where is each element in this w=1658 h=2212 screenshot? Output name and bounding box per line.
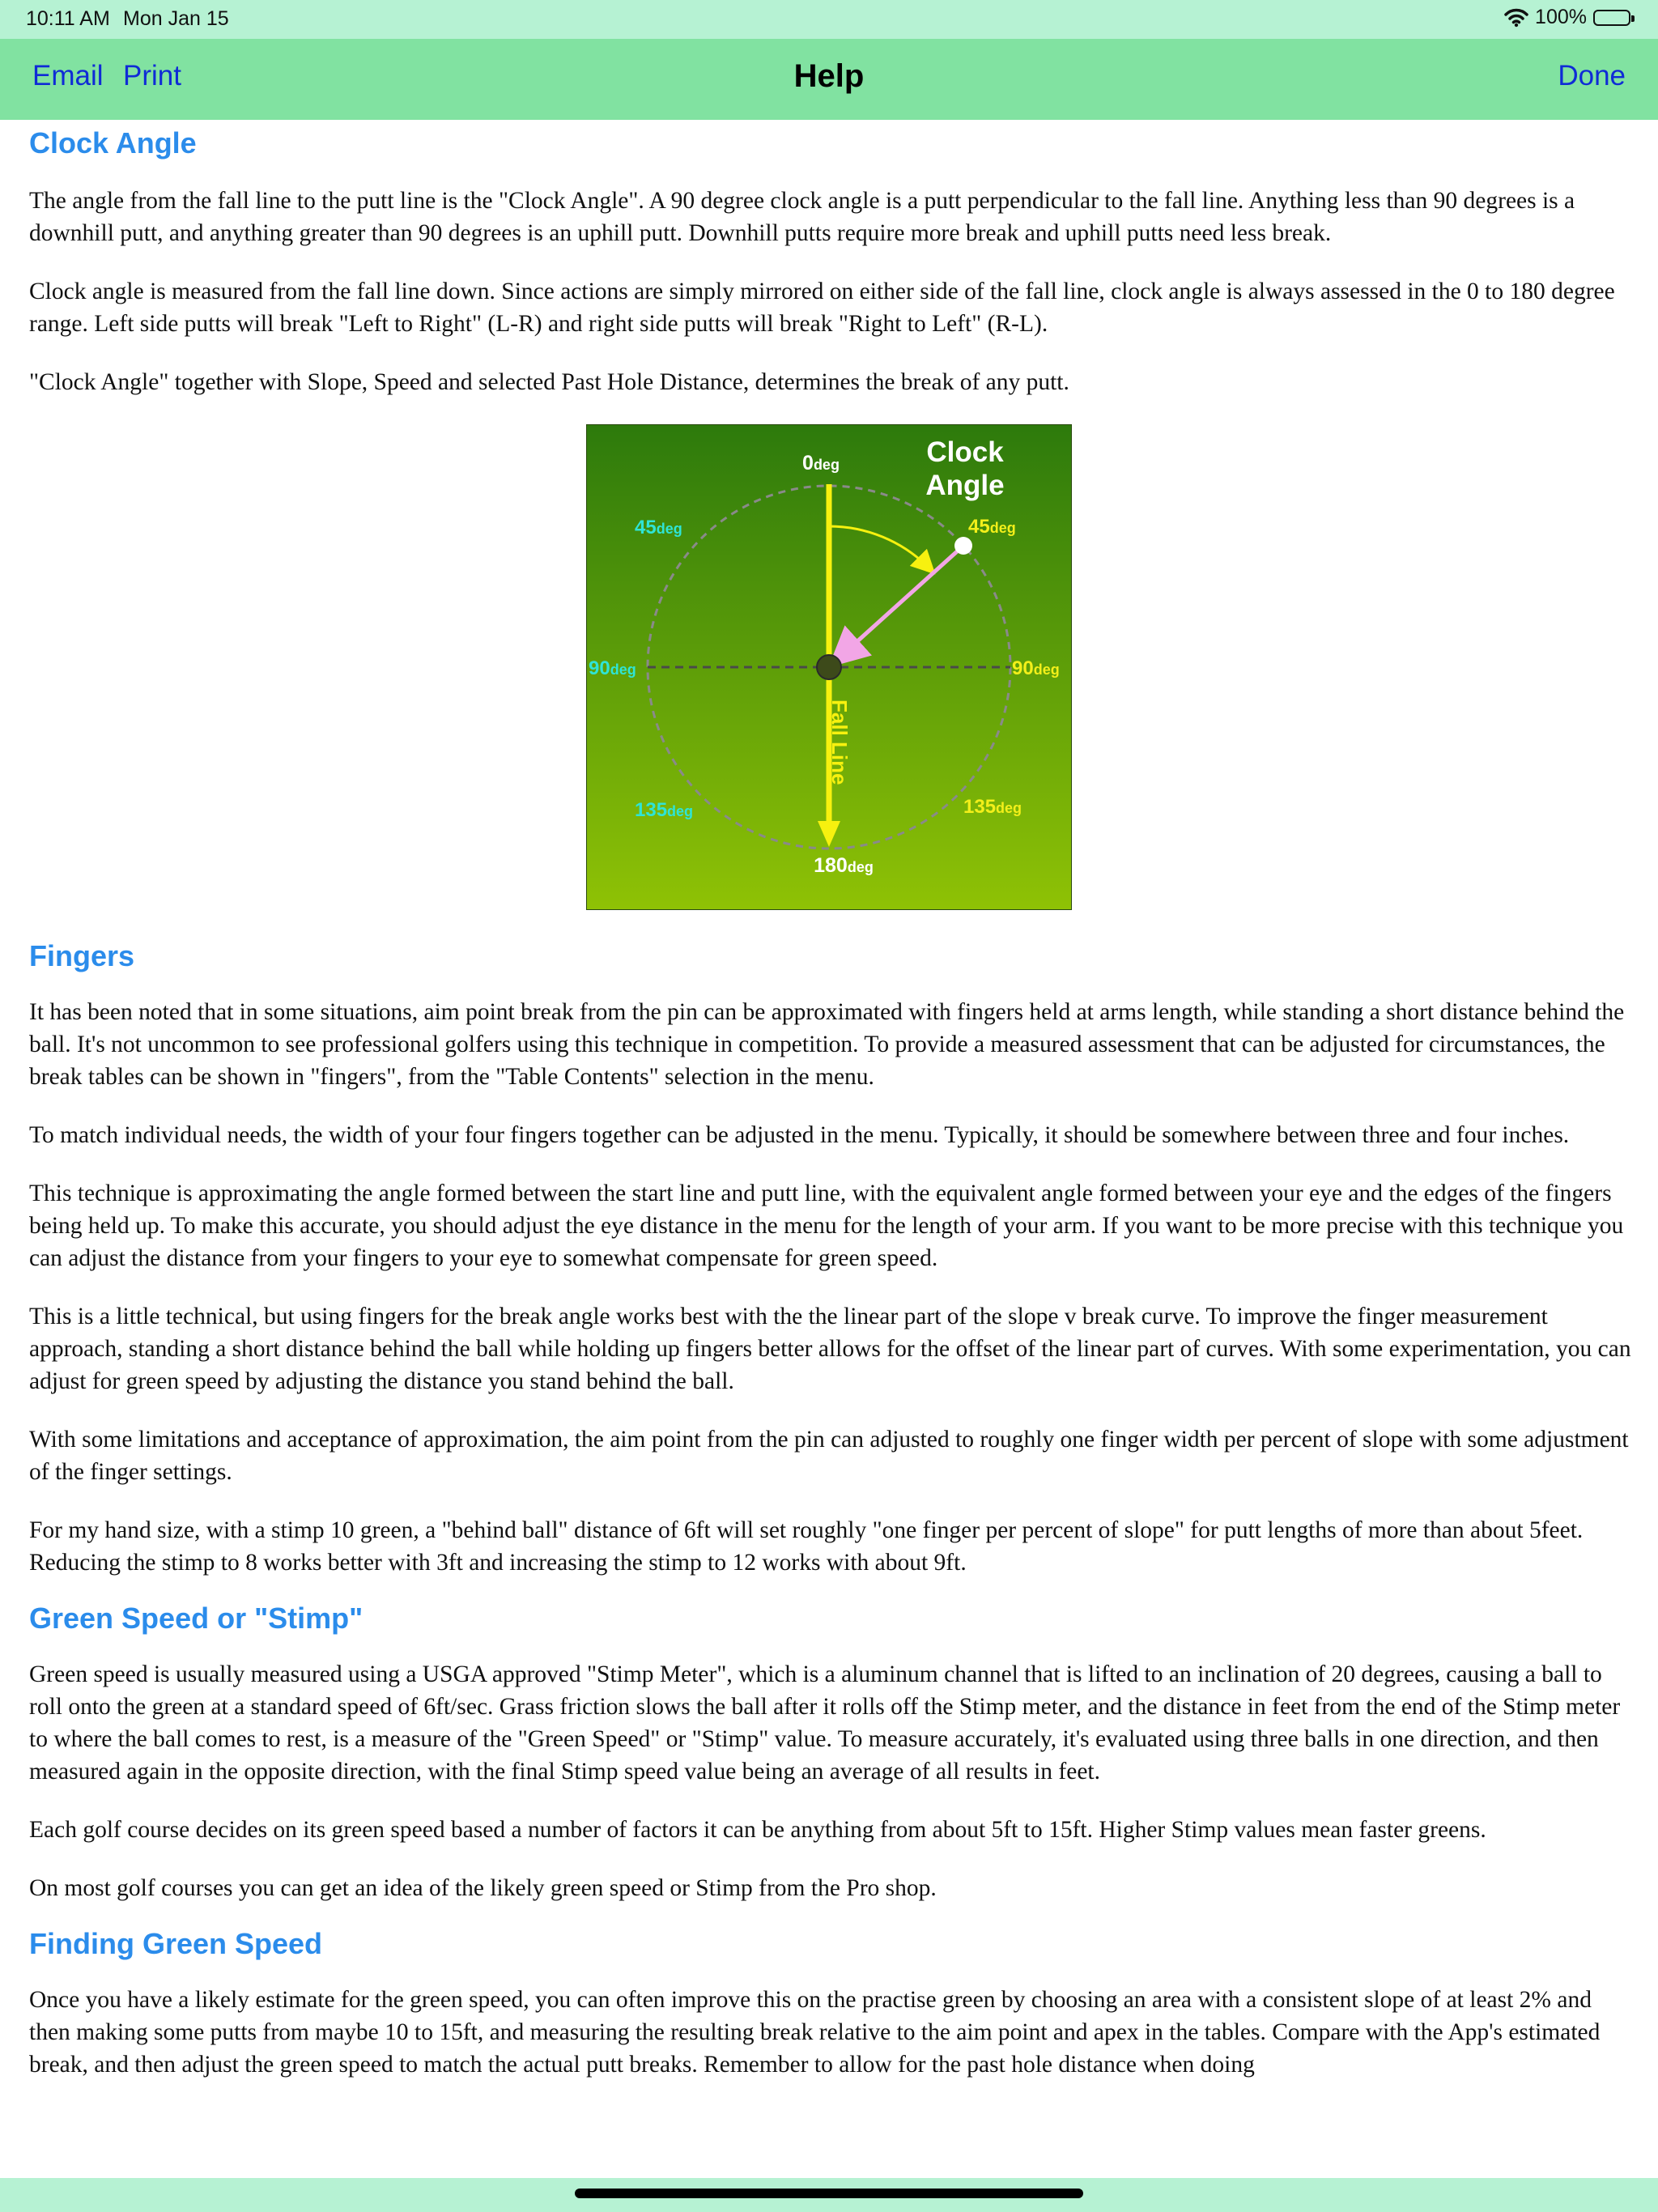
label-right-45: 45deg xyxy=(968,516,1016,538)
paragraph: To match individual needs, the width of your four fingers together can be adjusted in the menu. Typically, it should be somewhere between three and four inches. xyxy=(29,1122,1570,1148)
hole-marker xyxy=(817,655,841,679)
paragraph: It has been noted that in some situations, aim point break from the pin can be approximated with fingers held at arms length, while standing a short distance behind the ball. It's not uncommon to see professional golfers using this technique in competition. To provide a measured assessment that can be adjusted for circumstances, the break tables can be shown in "fingers", from the "Table Contents" selection in the menu. xyxy=(29,999,1625,1090)
label-right-90: 90deg xyxy=(1012,657,1060,679)
diagram-title-line1: Clock xyxy=(926,436,1004,468)
battery-icon xyxy=(1593,10,1630,26)
fall-line-label: Fall Line xyxy=(827,700,852,785)
paragraph: "Clock Angle" together with Slope, Speed and selected Past Hole Distance, determines the break of any putt. xyxy=(29,369,1069,395)
paragraph: Clock angle is measured from the fall line down. Since actions are simply mirrored on either side of the fall line, clock angle is always assessed in the 0 to 180 degree range. Left side putts will break "Left to Right" (L-R) and right side putts will break "Right to Left" (R-L). xyxy=(29,279,1615,337)
print-button[interactable]: Print xyxy=(123,60,181,91)
paragraph: This technique is approximating the angle formed between the start line and putt line, with the equivalent angle formed between your eye and the edges of the fingers being held up. To make this accurate, you should adjust the eye distance in the menu for the length of your arm. If you want to be more precise with this technique you can adjust the distance from your fingers to your eye to somewhat compensate for green speed. xyxy=(29,1180,1624,1271)
paragraph: With some limitations and acceptance of approximation, the aim point from the pin can adjusted to roughly one finger width per percent of slope with some adjustment of the finger settings. xyxy=(29,1427,1629,1485)
label-left-90: 90deg xyxy=(589,657,636,679)
heading-clock-angle: Clock Angle xyxy=(29,126,197,160)
label-left-135: 135deg xyxy=(635,799,694,821)
heading-finding-green-speed: Finding Green Speed xyxy=(29,1927,323,1960)
clock-angle-diagram xyxy=(586,424,1072,910)
paragraph: Green speed is usually measured using a USGA approved "Stimp Meter", which is a aluminum channel that is lifted to an inclination of 20 degrees, causing a ball to roll onto the green at a standard speed of 6ft/sec. Grass friction slows the ball after it rolls off the Stimp meter, and the distance in feet from the end of the Stimp meter to where the ball comes to rest, is a measure of the "Green Speed" or "Stimp" value. To measure accurately, it's evaluated using three balls in one direction, and then measured again in the opposite direction, with the final Stimp speed value being an average of all results in feet. xyxy=(29,1661,1621,1784)
label-0: 0deg xyxy=(802,452,840,474)
paragraph: For my hand size, with a stimp 10 green, a "behind ball" distance of 6ft will set roughly "one finger per percent of slope" for putt lengths of more than about 5feet. Reducing the stimp to 8 works better with 3ft and increasing the stimp to 12 works with about 9ft. xyxy=(29,1517,1584,1576)
status-time: 10:11 AM xyxy=(26,7,110,30)
status-bar xyxy=(0,0,1658,39)
page-title: Help xyxy=(793,58,865,94)
ball-marker xyxy=(954,537,972,555)
email-button[interactable]: Email xyxy=(32,60,104,91)
status-date: Mon Jan 15 xyxy=(123,7,229,30)
paragraph: On most golf courses you can get an idea of the likely green speed or Stimp from the Pro shop. xyxy=(29,1875,937,1901)
help-content[interactable] xyxy=(29,120,1632,2081)
home-indicator[interactable] xyxy=(575,2189,1083,2198)
paragraph: Each golf course decides on its green speed based a number of factors it can be anything from about 5ft to 15ft. Higher Stimp values mean faster greens. xyxy=(29,1817,1486,1843)
nav-bar xyxy=(0,39,1658,120)
label-left-45: 45deg xyxy=(635,517,682,538)
home-bar-area xyxy=(0,2178,1658,2212)
battery-percent: 100% xyxy=(1535,6,1587,28)
heading-fingers: Fingers xyxy=(29,939,135,972)
diagram-container xyxy=(29,424,1632,910)
label-right-135: 135deg xyxy=(963,796,1022,818)
paragraph: This is a little technical, but using fingers for the break angle works best with the the linear part of the slope v break curve. To improve the finger measurement approach, standing a short distance behind the ball while holding up fingers better allows for the offset of the linear part of curves. With some experimentation, you can adjust for green speed by adjusting the distance you stand behind the ball. xyxy=(29,1304,1631,1394)
heading-green-speed: Green Speed or "Stimp" xyxy=(29,1602,363,1635)
label-180: 180deg xyxy=(814,854,874,877)
wifi-icon xyxy=(1504,8,1528,28)
paragraph: The angle from the fall line to the putt line is the "Clock Angle". A 90 degree clock angle is a putt perpendicular to the fall line. Anything less than 90 degrees is a downhill putt, and anything greater than 90 degrees is an uphill putt. Downhill putts require more break and uphill putts need less break. xyxy=(29,188,1575,246)
status-indicators xyxy=(1504,6,1630,29)
paragraph: Once you have a likely estimate for the green speed, you can often improve this on the practise green by choosing an area with a consistent slope of at least 2% and then making some putts from maybe 10 to 15ft, and measuring the resulting break relative to the aim point and apex in the tables. Compare with the App's estimated break, and then adjust the green speed to match the actual putt breaks. Remember to allow for the past hole distance when doing xyxy=(29,1987,1601,2078)
done-button[interactable]: Done xyxy=(1558,60,1626,91)
diagram-title-line2: Angle xyxy=(925,470,1005,501)
